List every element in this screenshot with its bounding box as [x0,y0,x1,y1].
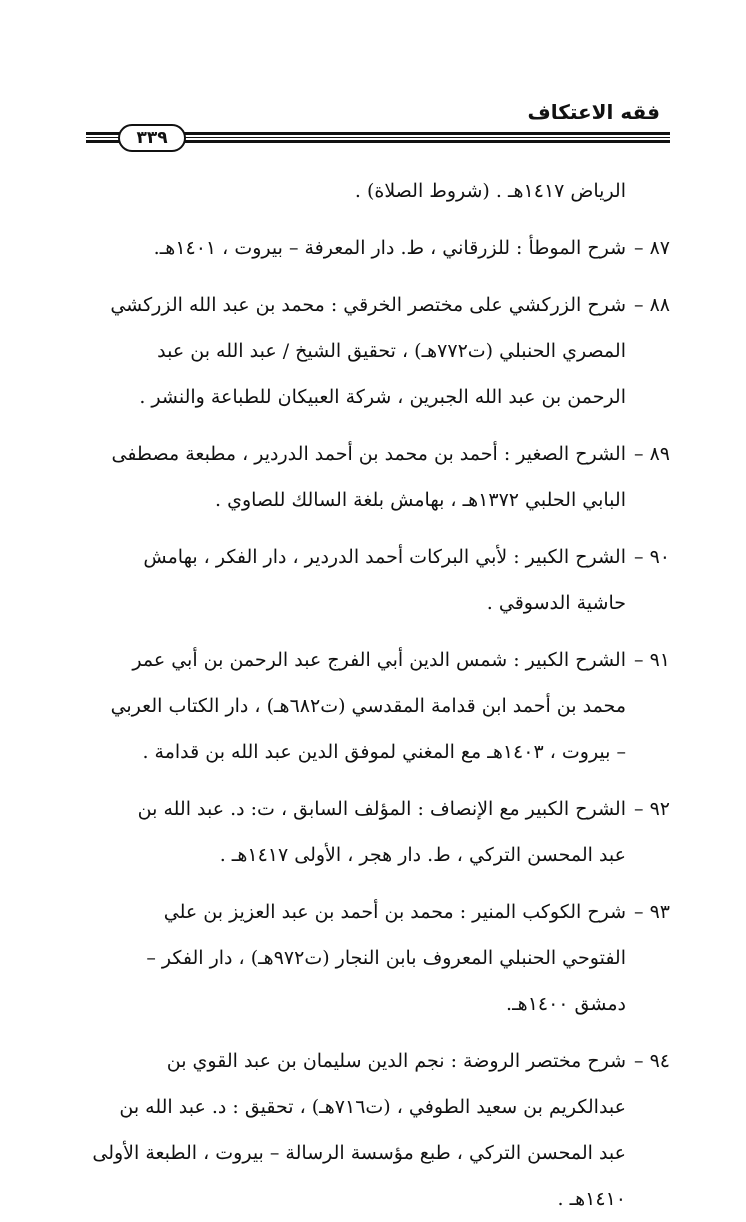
entry-first-line [86,1038,670,1084]
entry-first-line [86,225,670,271]
entry-first-line [86,534,670,580]
entry-continuation-line [86,729,670,775]
entry-continuation-line [86,832,670,878]
entry-number: ٩٣ – [634,901,670,923]
entry-number: ٨٧ – [634,237,670,259]
entry-continuation-line [86,1084,670,1130]
entry-text: شرح مختصر الروضة : نجم الدين سليمان بن عبد القوي بن [166,1050,626,1072]
entry-text: الشرح الكبير : شمس الدين أبي الفرج عبد الرحمن بن أبي عمر [132,649,626,671]
entry-continuation-line [86,168,670,214]
entry-text: محمد بن أحمد ابن قدامة المقدسي (ت٦٨٢هـ) ، دار الكتاب العربي [110,695,626,717]
entry-text: الشرح الصغير : أحمد بن محمد بن أحمد الدردير ، مطبعة مصطفى [111,443,626,465]
entry-first-line [86,431,670,477]
entry-text: الفتوحي الحنبلي المعروف بابن النجار (ت٩٧٢هـ) ، دار الفكر – [146,947,626,969]
entry-continuation-line [86,1130,670,1176]
entry-continuation-line [86,935,670,981]
page-header [0,0,746,160]
entry-text: شرح الزركشي على مختصر الخرقي : محمد بن عبد الله الزركشي [110,294,626,316]
entry-first-line [86,282,670,328]
entry-number: ٩٤ – [634,1050,670,1072]
entry-text: الشرح الكبير مع الإنصاف : المؤلف السابق ، ت: د. عبد الله بن [137,798,626,820]
entry-text: الشرح الكبير : لأبي البركات أحمد الدردير ، دار الفكر ، بهامش [143,546,626,568]
entry-text: المصري الحنبلي (ت٧٧٢هـ) ، تحقيق الشيخ / عبد الله بن عبد [157,340,626,362]
entry-number: ٨٨ – [634,294,670,316]
entry-continuation-line [86,1176,670,1222]
entry-text: ١٤١٠هـ . [557,1188,626,1210]
entry-first-line [86,637,670,683]
entry-continuation-line [86,981,670,1027]
entry-first-line [86,786,670,832]
entry-text: الرياض ١٤١٧هـ . (شروط الصلاة) . [354,180,626,202]
entry-continuation-line [86,477,670,523]
entry-text: عبدالكريم بن سعيد الطوفي ، (ت٧١٦هـ) ، تحقيق : د. عبد الله بن [119,1096,626,1118]
entry-text: حاشية الدسوقي . [486,592,626,614]
entry-text: الرحمن بن عبد الله الجبرين ، شركة العبيكان للطباعة والنشر . [139,386,626,408]
entry-number: ٩١ – [634,649,670,671]
entry-text: عبد المحسن التركي ، ط. دار هجر ، الأولى ١٤١٧هـ . [219,844,626,866]
entry-continuation-line [86,374,670,420]
entry-text: شرح الكوكب المنير : محمد بن أحمد بن عبد العزيز بن علي [163,901,626,923]
entry-text: عبد المحسن التركي ، طبع مؤسسة الرسالة – بيروت ، الطبعة الأولى [92,1142,626,1164]
page-number: ٣٣٩ [118,124,186,152]
entry-text: – بيروت ، ١٤٠٣هـ مع المغني لموفق الدين عبد الله بن قدامة . [142,741,626,763]
entry-continuation-line [86,580,670,626]
entry-number: ٨٩ – [634,443,670,465]
bibliography-list [86,168,670,1222]
entry-first-line [86,889,670,935]
entry-text: دمشق ١٤٠٠هـ. [506,993,626,1015]
entry-number: ٩٠ – [634,546,670,568]
entry-text: شرح الموطأ : للزرقاني ، ط. دار المعرفة – بيروت ، ١٤٠١هـ. [153,237,626,259]
entry-continuation-line [86,683,670,729]
running-title: فقه الاعتكاف [527,100,660,124]
entry-number: ٩٢ – [634,798,670,820]
entry-text: البابي الحلبي ١٣٧٢هـ ، بهامش بلغة السالك للصاوي . [215,489,626,511]
entry-continuation-line [86,328,670,374]
